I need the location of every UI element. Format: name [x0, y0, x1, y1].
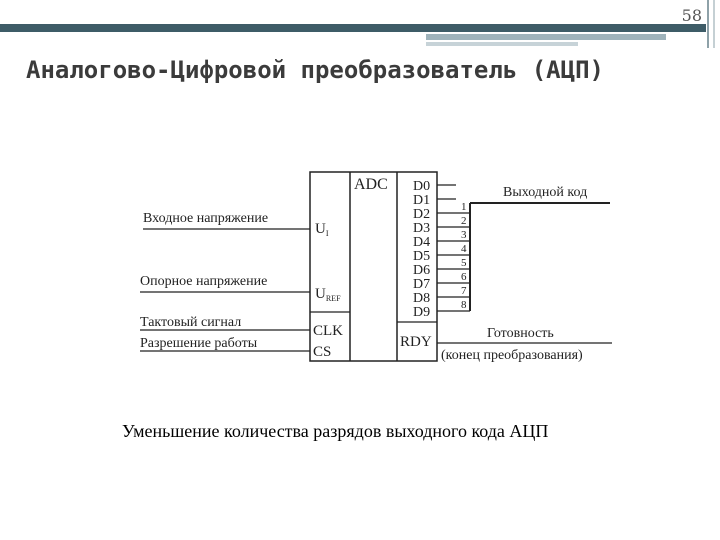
bus-number: 6: [461, 271, 467, 283]
clock-pin: CLK: [313, 323, 343, 339]
output-pin: D3: [413, 221, 431, 236]
output-pin: D4: [413, 235, 431, 250]
diagram-caption: Уменьшение количества разрядов выходного кода АЦП: [122, 421, 549, 441]
bus-number: 2: [461, 215, 467, 227]
output-pin: D1: [413, 193, 431, 208]
clock-label: Тактовый сигнал: [140, 315, 242, 330]
reference-input-pin: $U_{REF}$: [315, 286, 341, 303]
output-pin-labels: [413, 179, 430, 320]
bus-number: 3: [461, 229, 467, 241]
bus-number: 1: [461, 201, 467, 213]
enable-label: Разрешение работы: [140, 336, 258, 351]
page-number: 58: [681, 6, 702, 25]
output-pin: D8: [413, 291, 431, 306]
output-code-label: Выходной код: [503, 185, 588, 200]
reference-input-label: Опорное напряжение: [140, 274, 268, 289]
analog-input-pin: $U_I$: [315, 221, 329, 238]
bus-number: 4: [461, 243, 467, 255]
adc-block-label: ADC: [354, 176, 388, 193]
ready-label: Готовность: [487, 326, 554, 341]
bus-number: 8: [461, 299, 467, 311]
enable-pin: CS: [313, 344, 332, 360]
slide-title: Аналогово-Цифровой преобразователь (АЦП): [26, 56, 604, 84]
output-pin: D9: [413, 305, 431, 320]
bus-numbers: [461, 201, 467, 311]
output-pin: D2: [413, 207, 431, 222]
output-pin: D6: [413, 263, 431, 278]
analog-input-label: Входное напряжение: [143, 211, 269, 226]
output-pin: D0: [413, 179, 431, 194]
ready-pin: RDY: [400, 334, 432, 350]
ready-note: (конец преобразования): [441, 348, 583, 363]
output-pin: D5: [413, 249, 431, 264]
bus-number: 7: [461, 285, 467, 297]
bus-number: 5: [461, 257, 467, 269]
output-pin: D7: [413, 277, 431, 292]
